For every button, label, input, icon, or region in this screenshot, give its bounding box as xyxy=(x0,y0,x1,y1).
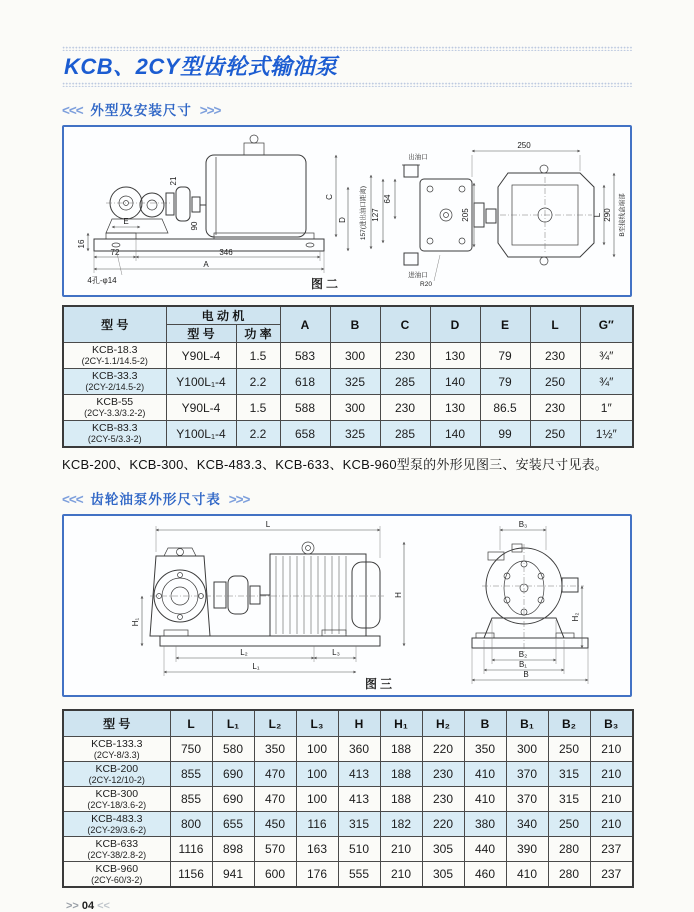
fig2-dim-D: D xyxy=(338,217,347,223)
fig2-dim-L: L xyxy=(593,212,602,218)
t2-header-model: 型 号 xyxy=(63,710,170,737)
fig3-front-view xyxy=(472,544,588,652)
fig2-inlet-label: 进油口 xyxy=(408,272,428,279)
table-row: KCB-18.3 (2CY-1.1/14.5-2) Y90L-4 1.5 583 300 230 130 79 230 ¾″ xyxy=(63,343,633,369)
page-title: KCB、2CY型齿轮式输油泵 xyxy=(64,54,338,79)
fig3-side-view xyxy=(150,542,384,646)
table-row: KCB-483.3 (2CY-29/3.6-2) 800 655 450 116 315 182 220 380 340 250 210 xyxy=(63,812,633,837)
t1-header-D: D xyxy=(430,306,480,343)
model-cell: KCB-200 (2CY-12/10-2) xyxy=(63,762,170,787)
figure3-box xyxy=(62,514,632,697)
fig2-side-view xyxy=(94,135,324,251)
halftone-band-bottom xyxy=(62,82,632,87)
fig2-dim-250: 250 xyxy=(517,141,531,150)
fig2-port-dimensions xyxy=(358,175,395,249)
fig2-dim-A: A xyxy=(203,260,209,269)
t1-header-A: A xyxy=(280,306,330,343)
model-cell: KCB-133.3 (2CY-8/3.3) xyxy=(63,737,170,762)
chevrons-right-icon: >>> xyxy=(199,103,221,118)
t2-header-L2: L₂ xyxy=(254,710,296,737)
install-dimensions-table xyxy=(62,305,634,448)
fig2-top-dimensions xyxy=(408,141,626,288)
halftone-band-top xyxy=(62,46,632,51)
chevrons-right-icon: >>> xyxy=(228,492,250,507)
fig2-holes-callout: 4孔-φ14 xyxy=(87,276,117,285)
table-row: KCB-300 (2CY-18/3.6-2) 855 690 470 100 413 188 230 410 370 315 210 xyxy=(63,787,633,812)
fig2-dim-C: C xyxy=(325,194,334,200)
fig2-dim-346: 346 xyxy=(219,248,233,257)
fig3-dim-L2: L₂ xyxy=(240,648,248,657)
page-number: 04 xyxy=(81,900,95,912)
model-cell: KCB-83.3 (2CY-5/3.3-2) xyxy=(63,421,166,448)
outline-dimensions-table xyxy=(62,709,634,888)
t1-header-motor-model: 型 号 xyxy=(166,325,236,343)
figure2-box xyxy=(62,125,632,297)
fig3-dim-L3: L₃ xyxy=(332,648,340,657)
table-row: KCB-200 (2CY-12/10-2) 855 690 470 100 413 188 230 410 370 315 210 xyxy=(63,762,633,787)
t1-header-C: C xyxy=(380,306,430,343)
fig3-dim-H: H xyxy=(394,592,403,598)
fig2-dim-72: 72 xyxy=(110,248,120,257)
model-cell: KCB-483.3 (2CY-29/3.6-2) xyxy=(63,812,170,837)
fig2-top-view xyxy=(402,165,594,265)
fig2-outlet-label: 出油口 xyxy=(408,154,428,161)
fig3-dim-H2: H₂ xyxy=(571,612,580,622)
fig3-dim-H1: H₁ xyxy=(131,617,140,627)
fig2-dim-16: 16 xyxy=(77,239,86,249)
fig3-dim-L1: L₁ xyxy=(252,662,260,671)
model-cell: KCB-33.3 (2CY-2/14.5-2) xyxy=(63,369,166,395)
fig2-dim-290: 290 xyxy=(603,208,612,222)
fig2-dim-127: 127 xyxy=(371,208,380,222)
t1-header-B: B xyxy=(330,306,380,343)
section2-title: 齿轮油泵外形尺寸表 xyxy=(90,492,221,507)
t2-header-H: H xyxy=(338,710,380,737)
t2-header-B2: B₂ xyxy=(548,710,590,737)
fig2-dim-205: 205 xyxy=(461,208,470,222)
fig2-r20-label: R20 xyxy=(420,281,432,288)
table-row: KCB-55 (2CY-3.3/3.2-2) Y90L-4 1.5 588 300 230 130 86.5 230 1″ xyxy=(63,395,633,421)
fig3-dim-L: L xyxy=(265,520,271,529)
table-row: KCB-33.3 (2CY-2/14.5-2) Y100L₁-4 2.2 618 325 285 140 79 250 ¾″ xyxy=(63,369,633,395)
catalog-page xyxy=(62,0,632,912)
t2-header-H1: H₁ xyxy=(380,710,422,737)
figure3-drawing xyxy=(64,516,630,695)
t2-header-B3: B₃ xyxy=(590,710,633,737)
table-row: KCB-960 (2CY-60/3-2) 1156 941 600 176 555 210 305 460 410 280 237 xyxy=(63,862,633,888)
t1-header-L: L xyxy=(530,306,580,343)
chevrons-left-icon: <<< xyxy=(62,492,83,507)
model-cell: KCB-18.3 (2CY-1.1/14.5-2) xyxy=(63,343,166,369)
table-row: KCB-133.3 (2CY-8/3.3) 750 580 350 100 360 188 220 350 300 250 210 xyxy=(63,737,633,762)
figure3-label: 图三 xyxy=(364,677,396,691)
t2-header-L3: L₃ xyxy=(296,710,338,737)
section2-header xyxy=(62,488,632,508)
fig3-dim-B1: B₁ xyxy=(518,660,528,669)
footer-left-arrows: >> xyxy=(66,900,79,912)
section1-title: 外型及安装尺寸 xyxy=(90,103,192,118)
fig2-side-dimensions xyxy=(77,155,348,285)
fig2-dim-64: 64 xyxy=(383,194,392,204)
t1-header-model: 型 号 xyxy=(63,306,166,343)
chevrons-left-icon: <<< xyxy=(62,103,83,118)
fig3-dim-B3: B₃ xyxy=(518,520,528,529)
fig2-dim-157: 157(进出油口距离) xyxy=(360,185,367,241)
page-footer xyxy=(66,900,632,912)
t1-header-motor-group: 电 动 机 xyxy=(166,306,280,325)
footer-right-arrows: << xyxy=(97,900,110,912)
fig3-side-dimensions xyxy=(131,520,404,676)
figure2-drawing xyxy=(64,127,630,295)
table-row: KCB-83.3 (2CY-5/3.3-2) Y100L₁-4 2.2 658 325 285 140 99 250 1½″ xyxy=(63,421,633,448)
table-row: KCB-633 (2CY-38/2.8-2) 1116 898 570 163 510 210 305 440 390 280 237 xyxy=(63,837,633,862)
model-cell: KCB-300 (2CY-18/3.6-2) xyxy=(63,787,170,812)
model-cell: KCB-633 (2CY-38/2.8-2) xyxy=(63,837,170,862)
fig2-junction-label: B至接线盒端部 xyxy=(619,193,626,237)
fig2-dim-90: 90 xyxy=(190,221,199,231)
section1-header xyxy=(62,99,632,119)
t2-header-L: L xyxy=(170,710,212,737)
figure2-label: 图二 xyxy=(310,277,342,291)
t2-header-B1: B₁ xyxy=(506,710,548,737)
note-text: KCB-200、KCB-300、KCB-483.3、KCB-633、KCB-960型泵的外形见图三、安装尺寸见表。 xyxy=(62,457,608,472)
model-cell: KCB-55 (2CY-3.3/3.2-2) xyxy=(63,395,166,421)
fig2-dim-21: 21 xyxy=(169,176,178,186)
fig3-dim-B: B xyxy=(523,670,529,679)
t1-header-motor-power: 功 率 xyxy=(236,325,280,343)
t1-header-E: E xyxy=(480,306,530,343)
model-cell: KCB-960 (2CY-60/3-2) xyxy=(63,862,170,888)
fig2-dim-E: E xyxy=(123,217,129,226)
t2-header-B: B xyxy=(464,710,506,737)
t2-header-H2: H₂ xyxy=(422,710,464,737)
t2-header-L1: L₁ xyxy=(212,710,254,737)
t1-header-G: G″ xyxy=(580,306,633,343)
fig3-dim-B2: B₂ xyxy=(518,650,528,659)
